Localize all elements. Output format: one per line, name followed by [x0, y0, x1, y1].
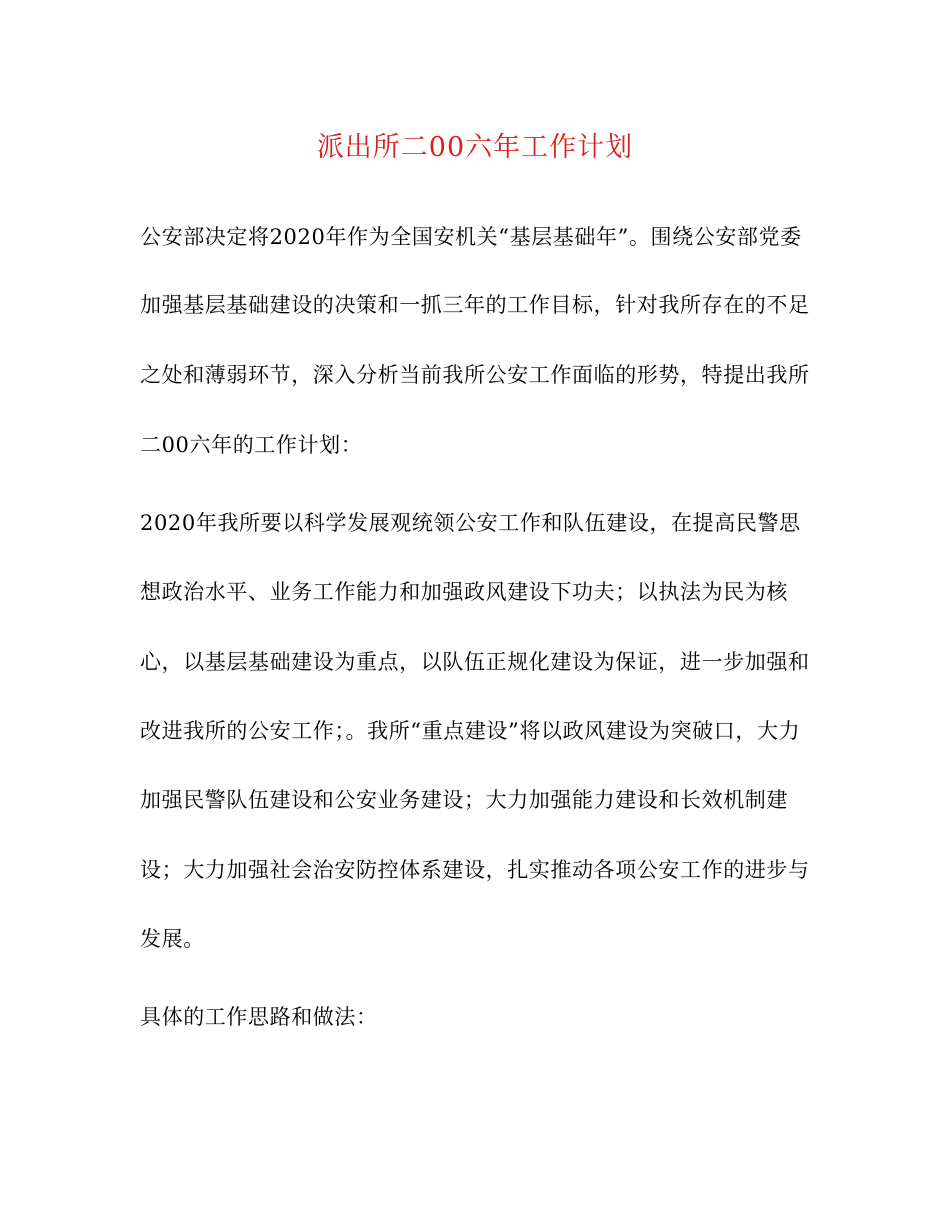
paragraph-line: 设；大力加强社会治安防控体系建设，扎实推动各项公安工作的进步与 — [140, 858, 810, 882]
paragraph-line: 想政治水平、业务工作能力和加强政风建设下功夫；以执法为民为核 — [140, 580, 788, 604]
paragraph-line: 2020年我所要以科学发展观统领公安工作和队伍建设，在提高民警思 — [140, 511, 801, 535]
paragraph-line: 具体的工作思路和做法： — [140, 1005, 378, 1029]
paragraph-line: 公安部决定将2020年作为全国安机关“基层基础年”。围绕公安部党委 — [140, 225, 802, 249]
paragraph-line: 之处和薄弱环节，深入分析当前我所公安工作面临的形势，特提出我所 — [140, 363, 810, 387]
paragraph-line: 二00六年的工作计划： — [140, 433, 363, 457]
paragraph-line: 加强民警队伍建设和公安业务建设；大力加强能力建设和长效机制建 — [140, 788, 788, 812]
paragraph-line: 加强基层基础建设的决策和一抓三年的工作目标，针对我所存在的不足 — [140, 293, 810, 317]
paragraph-line: 改进我所的公安工作；。我所“重点建设”将以政风建设为突破口，大力 — [140, 719, 801, 743]
paragraph-line: 发展。 — [140, 927, 205, 951]
paragraph-line: 心，以基层基础建设为重点，以队伍正规化建设为保证，进一步加强和 — [140, 650, 810, 674]
document-title: 派出所二00六年工作计划 — [316, 132, 634, 163]
